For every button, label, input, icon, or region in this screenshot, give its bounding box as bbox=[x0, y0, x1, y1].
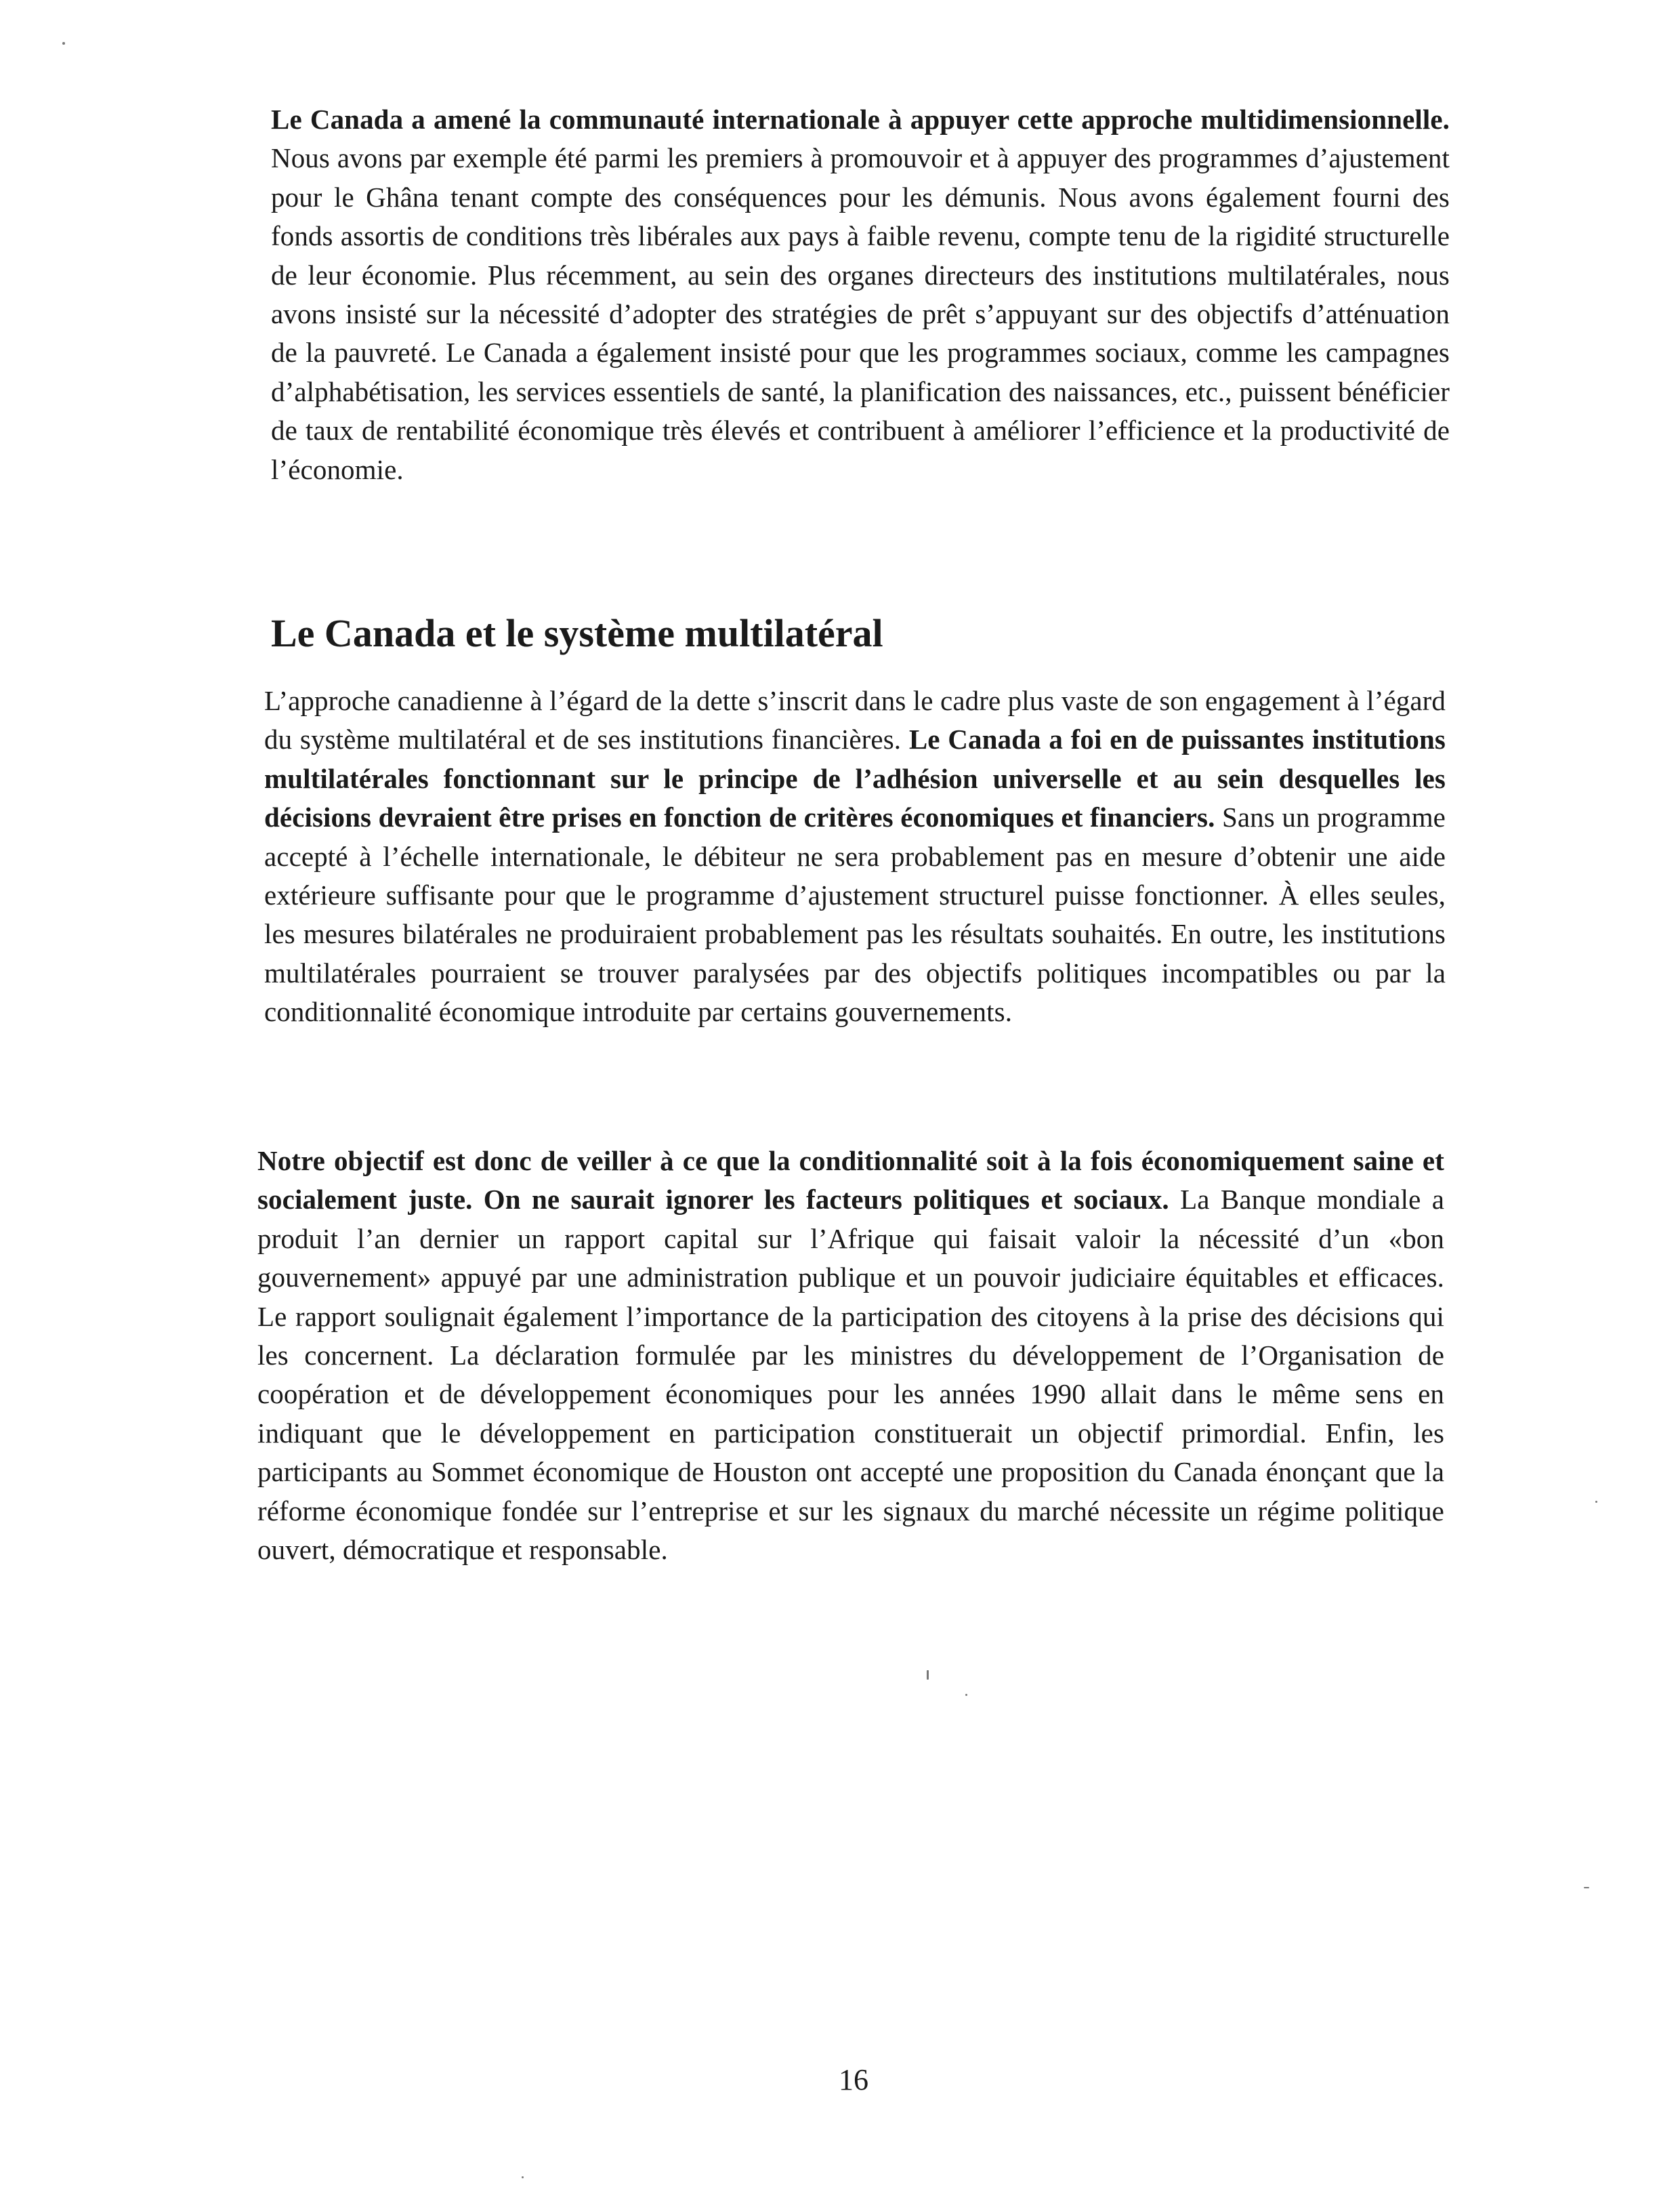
page-number: 16 bbox=[839, 2063, 868, 2096]
scan-speck bbox=[522, 2176, 524, 2178]
paragraph-bold-lead: Notre objectif est donc de veiller à ce que la conditionnalité soit à la fois économiquement saine et socialement juste. On ne saurait ignorer les facteurs politiques et sociaux. bbox=[257, 1145, 1444, 1216]
paragraph-multidimensional-approach bbox=[271, 100, 1450, 489]
section-heading: Le Canada et le système multilatéral bbox=[271, 611, 883, 655]
scan-speck bbox=[62, 42, 65, 45]
scan-speck bbox=[1584, 1887, 1589, 1888]
paragraph-body: Nous avons par exemple été parmi les premiers à promouvoir et à appuyer des programmes d’ajustement pour le Ghâna tenant compte des conséquences pour les démunis. Nous avons également fourni des fonds assortis de conditions très libérales aux pays à faible revenu, compte tenu de la rigidité structurelle de leur économie. Plus récemment, au sein des organes directeurs des institutions multilatérales, nous avons insisté sur la nécessité d’adopter des stratégies de prêt s’appuyant sur des objectifs d’atténuation de la pauvreté. Le Canada a également insisté pour que les programmes sociaux, comme les campagnes d’alphabétisation, les services essentiels de santé, la planification des naissances, etc., puissent bénéficier de taux de rentabilité économique très élevés et contribuent à améliorer l’efficience et la productivité de l’économie. bbox=[271, 142, 1450, 485]
paragraph-bold-statement: Le Canada a foi en de puissantes institutions multilatérales fonctionnant sur le principe de l’adhésion universelle et au sein desquelles les décisions devraient être prises en fonction de critères économiques et financiers. bbox=[264, 724, 1446, 833]
paragraph-body: La Banque mondiale a produit l’an dernier un rapport capital sur l’Afrique qui faisait valoir la nécessité d’un «bon gouvernement» appuyé par une administration publique et un pouvoir judiciaire équitables et efficaces. Le rapport soulignait également l’importance de la participation des citoyens à la prise des décisions qui les concernent. La déclaration formulée par les ministres du développement de l’Organisation de coopération et de développement économiques pour les années 1990 allait dans le même sens en indiquant que le développement en participation constituerait un objectif primordial. Enfin, les participants au Sommet économique de Houston ont accepté une proposition du Canada énonçant que la réforme économique fondée sur l’entreprise et sur les signaux du marché nécessite un régime politique ouvert, démocratique et responsable. bbox=[257, 1184, 1444, 1566]
paragraph-body-start: L’approche canadienne à l’égard de la dette s’inscrit dans le cadre plus vaste de son engagement à l’égard du système multilatéral et de ses institutions financières. bbox=[264, 685, 1446, 755]
scan-speck bbox=[1595, 1501, 1597, 1503]
paragraph-conditionality-objective bbox=[257, 1142, 1444, 1569]
paragraph-bold-lead: Le Canada a amené la communauté internationale à appuyer cette approche multidimensionnelle. bbox=[271, 104, 1450, 135]
scan-speck bbox=[965, 1694, 967, 1696]
scan-speck bbox=[927, 1670, 929, 1680]
paragraph-body-end: Sans un programme accepté à l’échelle internationale, le débiteur ne sera probablement pas en mesure d’obtenir une aide extérieure suffisante pour que le programme d’ajustement structurel puisse fonctionner. À elles seules, les mesures bilatérales ne produiraient probablement pas les résultats souhaités. En outre, les institutions multilatérales pourraient se trouver paralysées par des objectifs politiques incompatibles ou par la conditionnalité économique introduite par certains gouvernements. bbox=[264, 802, 1446, 1028]
paragraph-multilateral-system bbox=[264, 682, 1446, 1032]
